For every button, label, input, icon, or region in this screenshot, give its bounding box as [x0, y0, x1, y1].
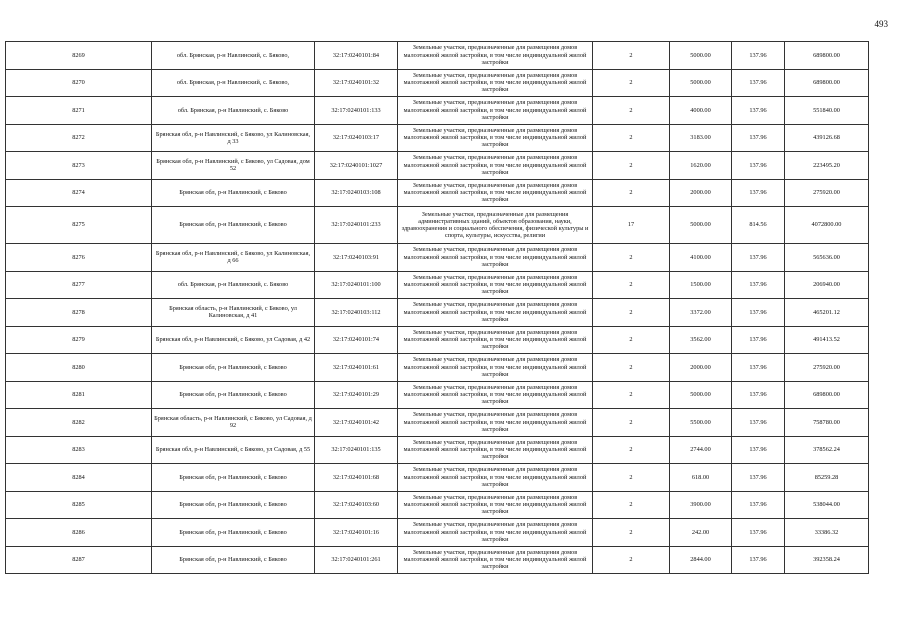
land-use-cell: Земельные участки, предназначенные для размещения домов малоэтажной жилой застройки, в том числе индивидуальной жилой застройки: [398, 299, 593, 327]
cadastral-value-cell: 378562.24: [785, 436, 869, 464]
group-cell: 2: [593, 409, 670, 437]
land-use-cell: Земельные участки, предназначенные для размещения домов малоэтажной жилой застройки, в том числе индивидуальной жилой застройки: [398, 42, 593, 70]
table-row: [6, 326, 869, 354]
table-row: [6, 124, 869, 152]
table-row: [6, 69, 869, 97]
address-cell: Брянская обл, р-н Навлинский, с Бяково: [152, 179, 315, 207]
land-use-cell: Земельные участки, предназначенные для размещения административных зданий, объектов образования, науки, здравоохранения и социального обеспечения, физической культуры и спорта, культуры, искусства, религии: [398, 207, 593, 244]
cadastral-value-cell: 275920.00: [785, 179, 869, 207]
land-use-cell: Земельные участки, предназначенные для размещения домов малоэтажной жилой застройки, в том числе индивидуальной жилой застройки: [398, 519, 593, 547]
area-cell: 5000.00: [670, 381, 732, 409]
address-cell: обл. Брянская, р-н Навлинский, с. Бяково: [152, 271, 315, 299]
area-cell: 3900.00: [670, 491, 732, 519]
cadastral-value-cell: 4072800.00: [785, 207, 869, 244]
table-row: [6, 271, 869, 299]
rate-cell: 137.96: [732, 271, 785, 299]
cadastral-number-cell: 32:17:0240101:233: [315, 207, 398, 244]
address-cell: Брянская обл, р-н Навлинский, с Бяково: [152, 491, 315, 519]
land-use-cell: Земельные участки, предназначенные для размещения домов малоэтажной жилой застройки, в том числе индивидуальной жилой застройки: [398, 179, 593, 207]
cadastral-value-cell: 538044.00: [785, 491, 869, 519]
rate-cell: 137.96: [732, 519, 785, 547]
cadastral-number-cell: 32:17:0240103:17: [315, 124, 398, 152]
group-cell: 2: [593, 69, 670, 97]
area-cell: 242.00: [670, 519, 732, 547]
address-cell: Брянская обл, р-н Навлинский, с Бяково, ул Садовая, дом 52: [152, 152, 315, 180]
land-use-cell: Земельные участки, предназначенные для размещения домов малоэтажной жилой застройки, в том числе индивидуальной жилой застройки: [398, 546, 593, 574]
rate-cell: 137.96: [732, 299, 785, 327]
row-number: 8274: [6, 179, 152, 207]
group-cell: 2: [593, 97, 670, 125]
land-use-cell: Земельные участки, предназначенные для размещения домов малоэтажной жилой застройки, в том числе индивидуальной жилой застройки: [398, 244, 593, 272]
rate-cell: 137.96: [732, 354, 785, 382]
cadastral-number-cell: 32:17:0240101:32: [315, 69, 398, 97]
land-use-cell: Земельные участки, предназначенные для размещения домов малоэтажной жилой застройки, в том числе индивидуальной жилой застройки: [398, 464, 593, 492]
area-cell: 1500.00: [670, 271, 732, 299]
area-cell: 5000.00: [670, 207, 732, 244]
land-use-cell: Земельные участки, предназначенные для размещения домов малоэтажной жилой застройки, в том числе индивидуальной жилой застройки: [398, 436, 593, 464]
table-row: [6, 152, 869, 180]
cadastral-number-cell: 32:17:0240101:68: [315, 464, 398, 492]
rate-cell: 137.96: [732, 464, 785, 492]
cadastral-value-cell: 758780.00: [785, 409, 869, 437]
table-row: [6, 491, 869, 519]
rate-cell: 137.96: [732, 491, 785, 519]
cadastral-number-cell: 32:17:0240103:60: [315, 491, 398, 519]
area-cell: 5000.00: [670, 69, 732, 97]
cadastral-number-cell: 32:17:0240101:133: [315, 97, 398, 125]
row-number: 8277: [6, 271, 152, 299]
cadastral-value-cell: 33386.32: [785, 519, 869, 547]
land-use-cell: Земельные участки, предназначенные для размещения домов малоэтажной жилой застройки, в том числе индивидуальной жилой застройки: [398, 326, 593, 354]
cadastral-value-cell: 392358.24: [785, 546, 869, 574]
area-cell: 2000.00: [670, 179, 732, 207]
area-cell: 4100.00: [670, 244, 732, 272]
address-cell: Брянская область, р-н Навлинский, с Бяково, ул Садовая, д 92: [152, 409, 315, 437]
row-number: 8275: [6, 207, 152, 244]
row-number: 8283: [6, 436, 152, 464]
group-cell: 2: [593, 326, 670, 354]
group-cell: 2: [593, 179, 670, 207]
land-use-cell: Земельные участки, предназначенные для размещения домов малоэтажной жилой застройки, в том числе индивидуальной жилой застройки: [398, 97, 593, 125]
rate-cell: 814.56: [732, 207, 785, 244]
address-cell: обл. Брянская, р-н Навлинский, с. Бяково,: [152, 42, 315, 70]
land-use-cell: Земельные участки, предназначенные для размещения домов малоэтажной жилой застройки, в том числе индивидуальной жилой застройки: [398, 354, 593, 382]
table-row: [6, 244, 869, 272]
table-row: [6, 464, 869, 492]
cadastral-number-cell: 32:17:0240103:108: [315, 179, 398, 207]
cadastral-value-cell: 85259.28: [785, 464, 869, 492]
row-number: 8272: [6, 124, 152, 152]
area-cell: 3372.00: [670, 299, 732, 327]
cadastral-value-cell: 689800.00: [785, 42, 869, 70]
page-number: 493: [874, 19, 888, 29]
group-cell: 2: [593, 464, 670, 492]
cadastral-number-cell: 32:17:0240101:61: [315, 354, 398, 382]
area-cell: 2744.00: [670, 436, 732, 464]
row-number: 8269: [6, 42, 152, 70]
cadastral-value-table: [5, 41, 869, 574]
land-use-cell: Земельные участки, предназначенные для размещения домов малоэтажной жилой застройки, в том числе индивидуальной жилой застройки: [398, 381, 593, 409]
row-number: 8280: [6, 354, 152, 382]
area-cell: 618.00: [670, 464, 732, 492]
address-cell: обл. Брянская, р-н Навлинский, с. Бяково,: [152, 69, 315, 97]
cadastral-value-cell: 439126.68: [785, 124, 869, 152]
cadastral-value-cell: 491413.52: [785, 326, 869, 354]
rate-cell: 137.96: [732, 244, 785, 272]
cadastral-number-cell: 32:17:0240101:16: [315, 519, 398, 547]
cadastral-value-cell: 565636.00: [785, 244, 869, 272]
row-number: 8273: [6, 152, 152, 180]
rate-cell: 137.96: [732, 409, 785, 437]
group-cell: 2: [593, 436, 670, 464]
address-cell: Брянская обл, р-н Навлинский, с Бяково: [152, 207, 315, 244]
table-row: [6, 436, 869, 464]
cadastral-number-cell: 32:17:0240101:29: [315, 381, 398, 409]
cadastral-value-cell: 206940.00: [785, 271, 869, 299]
row-number: 8286: [6, 519, 152, 547]
row-number: 8279: [6, 326, 152, 354]
address-cell: Брянская обл, р-н Навлинский, с Бяково: [152, 546, 315, 574]
rate-cell: 137.96: [732, 179, 785, 207]
area-cell: 4000.00: [670, 97, 732, 125]
area-cell: 3183.00: [670, 124, 732, 152]
area-cell: 2844.00: [670, 546, 732, 574]
table-row: [6, 519, 869, 547]
land-use-cell: Земельные участки, предназначенные для размещения домов малоэтажной жилой застройки, в том числе индивидуальной жилой застройки: [398, 69, 593, 97]
area-cell: 1620.00: [670, 152, 732, 180]
table-row: [6, 546, 869, 574]
group-cell: 2: [593, 546, 670, 574]
address-cell: Брянская обл, р-н Навлинский, с Бяково: [152, 519, 315, 547]
cadastral-value-cell: 689800.00: [785, 381, 869, 409]
land-use-cell: Земельные участки, предназначенные для размещения домов малоэтажной жилой застройки, в том числе индивидуальной жилой застройки: [398, 409, 593, 437]
table-row: [6, 207, 869, 244]
cadastral-number-cell: 32:17:0240103:112: [315, 299, 398, 327]
table-row: [6, 409, 869, 437]
address-cell: Брянская обл, р-н Навлинский, с Бяково, ул Садовая, д 42: [152, 326, 315, 354]
area-cell: 5000.00: [670, 42, 732, 70]
land-use-cell: Земельные участки, предназначенные для размещения домов малоэтажной жилой застройки, в том числе индивидуальной жилой застройки: [398, 124, 593, 152]
cadastral-number-cell: 32:17:0240103:91: [315, 244, 398, 272]
row-number: 8271: [6, 97, 152, 125]
table-row: [6, 299, 869, 327]
cadastral-value-cell: 465201.12: [785, 299, 869, 327]
cadastral-number-cell: 32:17:0240101:1027: [315, 152, 398, 180]
cadastral-number-cell: 32:17:0240101:42: [315, 409, 398, 437]
group-cell: 2: [593, 381, 670, 409]
group-cell: 2: [593, 42, 670, 70]
rate-cell: 137.96: [732, 69, 785, 97]
cadastral-number-cell: 32:17:0240101:84: [315, 42, 398, 70]
group-cell: 2: [593, 152, 670, 180]
group-cell: 17: [593, 207, 670, 244]
cadastral-value-cell: 223495.20: [785, 152, 869, 180]
row-number: 8282: [6, 409, 152, 437]
address-cell: Брянская область, р-н Навлинский, с Бяково, ул Калиновская, д 41: [152, 299, 315, 327]
table-row: [6, 42, 869, 70]
address-cell: Брянская обл, р-н Навлинский, с Бяково: [152, 464, 315, 492]
group-cell: 2: [593, 519, 670, 547]
cadastral-number-cell: 32:17:0240101:135: [315, 436, 398, 464]
area-cell: 5500.00: [670, 409, 732, 437]
row-number: 8278: [6, 299, 152, 327]
rate-cell: 137.96: [732, 546, 785, 574]
rate-cell: 137.96: [732, 381, 785, 409]
cadastral-value-cell: 275920.00: [785, 354, 869, 382]
address-cell: Брянская обл, р-н Навлинский, с Бяково: [152, 354, 315, 382]
table-row: [6, 97, 869, 125]
cadastral-number-cell: 32:17:0240101:261: [315, 546, 398, 574]
rate-cell: 137.96: [732, 436, 785, 464]
group-cell: 2: [593, 491, 670, 519]
land-use-cell: Земельные участки, предназначенные для размещения домов малоэтажной жилой застройки, в том числе индивидуальной жилой застройки: [398, 152, 593, 180]
rate-cell: 137.96: [732, 124, 785, 152]
cadastral-value-cell: 551840.00: [785, 97, 869, 125]
group-cell: 2: [593, 271, 670, 299]
row-number: 8270: [6, 69, 152, 97]
table-row: [6, 354, 869, 382]
rate-cell: 137.96: [732, 326, 785, 354]
land-use-cell: Земельные участки, предназначенные для размещения домов малоэтажной жилой застройки, в том числе индивидуальной жилой застройки: [398, 271, 593, 299]
row-number: 8285: [6, 491, 152, 519]
row-number: 8284: [6, 464, 152, 492]
row-number: 8276: [6, 244, 152, 272]
address-cell: Брянская обл, р-н Навлинский, с Бяково: [152, 381, 315, 409]
group-cell: 2: [593, 124, 670, 152]
cadastral-number-cell: 32:17:0240101:100: [315, 271, 398, 299]
address-cell: Брянская обл, р-н Навлинский, с Бяково, ул Калиновская, д 66: [152, 244, 315, 272]
cadastral-number-cell: 32:17:0240101:74: [315, 326, 398, 354]
area-cell: 3562.00: [670, 326, 732, 354]
table-row: [6, 381, 869, 409]
group-cell: 2: [593, 244, 670, 272]
group-cell: 2: [593, 299, 670, 327]
cadastral-value-cell: 689800.00: [785, 69, 869, 97]
row-number: 8287: [6, 546, 152, 574]
rate-cell: 137.96: [732, 42, 785, 70]
group-cell: 2: [593, 354, 670, 382]
address-cell: Брянская обл, р-н Навлинский, с Бяково, ул Садовая, д 55: [152, 436, 315, 464]
area-cell: 2000.00: [670, 354, 732, 382]
land-use-cell: Земельные участки, предназначенные для размещения домов малоэтажной жилой застройки, в том числе индивидуальной жилой застройки: [398, 491, 593, 519]
address-cell: обл. Брянская, р-н Навлинский, с. Бяково: [152, 97, 315, 125]
rate-cell: 137.96: [732, 97, 785, 125]
row-number: 8281: [6, 381, 152, 409]
rate-cell: 137.96: [732, 152, 785, 180]
address-cell: Брянская обл, р-н Навлинский, с Бяково, ул Калиновская, д 33: [152, 124, 315, 152]
table-row: [6, 179, 869, 207]
